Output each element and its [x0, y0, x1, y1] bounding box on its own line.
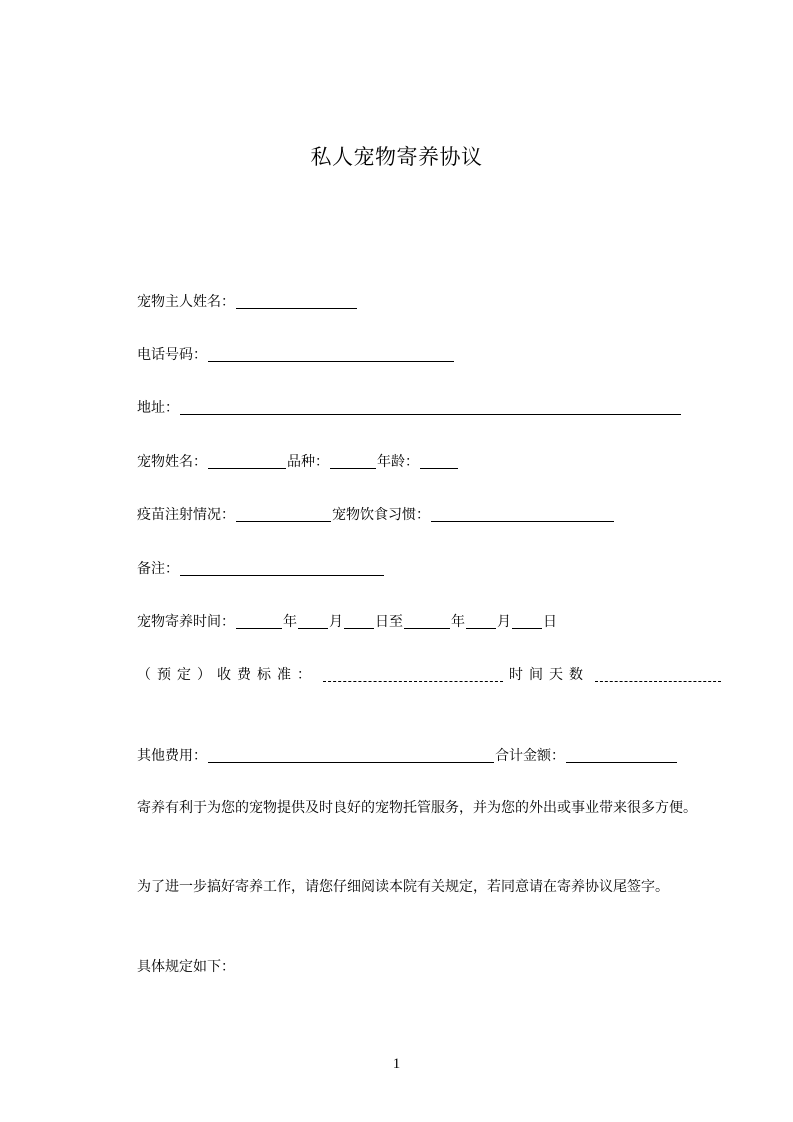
document-title: 私人宠物寄养协议: [310, 145, 483, 169]
fee-standard-label: （预定）收费标准：: [137, 667, 317, 683]
remarks-row: [137, 559, 385, 579]
breed-blank[interactable]: [330, 452, 376, 469]
owner-name-blank[interactable]: [236, 292, 357, 309]
end-day-blank[interactable]: [512, 612, 542, 629]
pet-name-label: 宠物姓名：: [137, 454, 207, 470]
end-day-label: 日: [543, 614, 557, 630]
start-month-blank[interactable]: [298, 612, 328, 629]
fees-row: [137, 746, 678, 766]
end-month-blank[interactable]: [466, 612, 496, 629]
paragraph-intro: 寄养有利于为您的宠物提供及时良好的宠物托管服务，并为您的外出或事业带来很多方便。: [137, 800, 697, 816]
other-fees-blank[interactable]: [208, 746, 494, 763]
fee-standard-blank[interactable]: [323, 665, 503, 682]
fee-standard-row: [137, 665, 721, 685]
boarding-time-row: [137, 612, 557, 632]
total-label: 合计金额：: [495, 748, 565, 764]
end-year-label: 年: [451, 614, 465, 630]
age-blank[interactable]: [420, 452, 458, 469]
address-label: 地址：: [137, 400, 179, 416]
diet-blank[interactable]: [431, 505, 614, 522]
owner-name-row: [137, 292, 358, 312]
phone-label: 电话号码：: [137, 347, 207, 363]
age-label: 年龄：: [377, 454, 419, 470]
boarding-time-label: 宠物寄养时间：: [137, 614, 235, 630]
vaccine-label: 疫苗注射情况：: [137, 507, 235, 523]
page-number: 1: [392, 1056, 401, 1072]
start-year-label: 年: [283, 614, 297, 630]
phone-row: [137, 345, 455, 365]
start-day-blank[interactable]: [344, 612, 374, 629]
diet-label: 宠物饮食习惯：: [332, 507, 430, 523]
total-blank[interactable]: [566, 746, 677, 763]
start-month-label: 月: [329, 614, 343, 630]
other-fees-label: 其他费用：: [137, 748, 207, 764]
address-blank[interactable]: [180, 398, 681, 415]
breed-label: 品种：: [287, 454, 329, 470]
phone-blank[interactable]: [208, 345, 454, 362]
pet-name-blank[interactable]: [208, 452, 286, 469]
vaccine-blank[interactable]: [236, 505, 331, 522]
paragraph-rules-heading: 具体规定如下：: [137, 959, 235, 975]
remarks-blank[interactable]: [180, 559, 384, 576]
days-blank[interactable]: [595, 665, 721, 682]
start-year-blank[interactable]: [236, 612, 282, 629]
address-row: [137, 398, 682, 418]
vaccine-diet-row: [137, 505, 615, 525]
paragraph-instructions: 为了进一步搞好寄养工作，请您仔细阅读本院有关规定，若同意请在寄养协议尾签字。: [137, 879, 669, 895]
start-day-label: 日至: [375, 614, 403, 630]
days-label: 时间天数: [509, 667, 589, 683]
remarks-label: 备注：: [137, 561, 179, 577]
owner-name-label: 宠物主人姓名：: [137, 294, 235, 310]
end-year-blank[interactable]: [404, 612, 450, 629]
end-month-label: 月: [497, 614, 511, 630]
pet-info-row: [137, 452, 459, 472]
